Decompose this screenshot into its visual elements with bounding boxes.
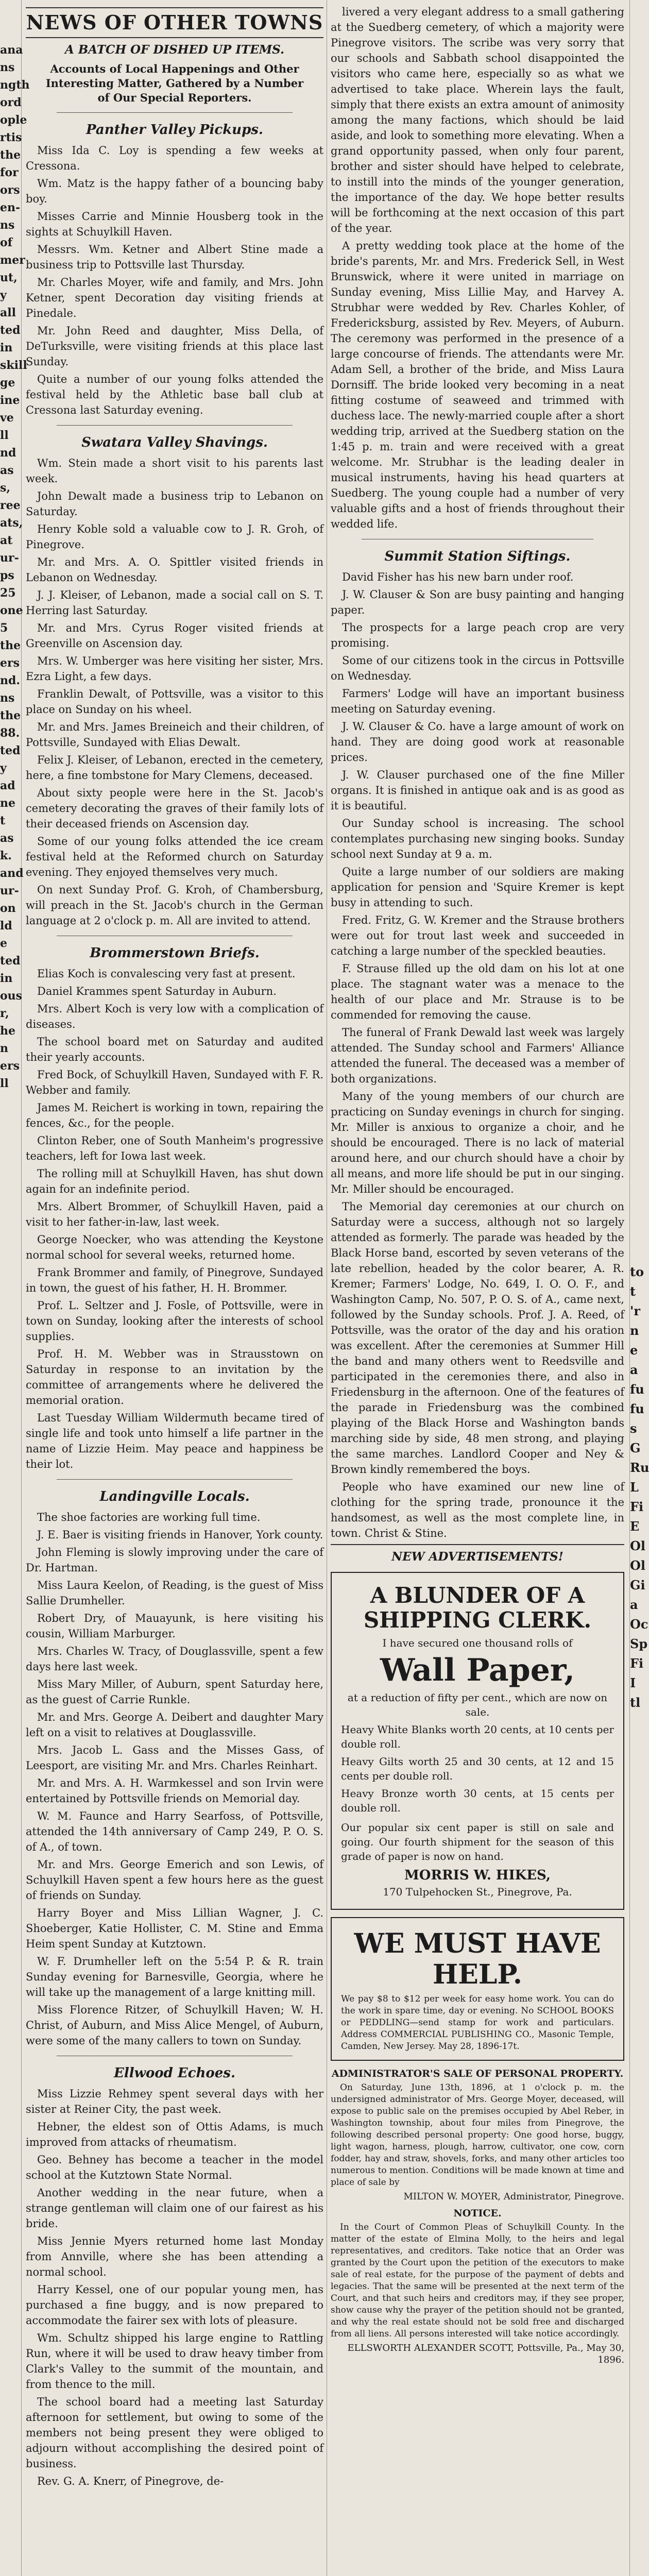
news-item: Robert Dry, of Mauayunk, is here visiting his cousin, William Marburger. [26, 1612, 323, 1640]
clipped-text-fragment: ad [0, 779, 15, 792]
news-item: Mr. and Mrs. Cyrus Roger visited friends at Greenville on Ascension day. [26, 622, 323, 650]
clipped-text-fragment: ree [0, 499, 21, 512]
clipped-text-fragment: ted [0, 744, 21, 757]
right-column [331, 4, 624, 2367]
clipped-text-fragment: a [630, 1597, 638, 1612]
news-item: Mr. and Mrs. George A. Deibert and daughter Mary left on a visit to relatives at Douglassville. [26, 1711, 323, 1739]
clipped-text-fragment: tl [630, 1695, 641, 1710]
news-item: Frank Brommer and family, of Pinegrove, Sundayed in town, the guest of his father, H. H. Brommer. [26, 1266, 323, 1294]
clipped-text-fragment: mer [0, 253, 25, 267]
news-item: Elias Koch is convalescing very fast at present. [37, 968, 296, 980]
section-body [331, 569, 624, 1541]
news-item: Miss Ida C. Loy is spending a few weeks at Cressona. [26, 144, 323, 172]
clipped-text-fragment: Ol [630, 1538, 646, 1553]
news-item: James M. Reichert is working in town, repairing the fences, &c., for the people. [26, 1101, 323, 1129]
news-item: George Noecker, who was attending the Keystone normal school for several weeks, returned home. [26, 1233, 323, 1261]
news-item: Many of the young members of our church are practicing on Sunday evenings in church for singing. Mr. Miller is anxious to organize a choir, and he should be encouraged. There is no lack of material around here, and our church should have a choir by all means, and more life should be put in our singing. Mr. Miller should be encouraged. [331, 1090, 624, 1195]
news-item: Misses Carrie and Minnie Housberg took in the sights at Schuylkill Haven. [26, 210, 323, 238]
news-item: F. Strause filled up the old dam on his lot at one place. The stagnant water was a menace to the health of our place and Mr. Strause is to be commended for removing the cause. [331, 962, 624, 1021]
news-item: J. W. Clauser purchased one of the fine Miller organs. It is finished in antique oak and is as good as it is beautiful. [331, 769, 624, 812]
clipped-text-fragment: ns [0, 218, 15, 232]
clipped-text-fragment: of [0, 236, 13, 249]
left-clipped-column [0, 0, 30, 2576]
clipped-text-fragment: Fi [630, 1656, 644, 1671]
clipped-text-fragment: Oc [630, 1617, 648, 1632]
sections-container [26, 122, 323, 2489]
news-item: Hebner, the eldest son of Ottis Adams, is much improved from attacks of rheumatism. [26, 2121, 323, 2148]
news-item: The funeral of Frank Dewald last week was largely attended. The Sunday school and Farmers' Alliance attended the funeral. The deceased was a member of both organizations. [331, 1026, 624, 1085]
clipped-text-fragment: ats, [0, 516, 23, 530]
news-item: J. J. Kleiser, of Lebanon, made a social call on S. T. Herring last Saturday. [26, 589, 323, 617]
clipped-text-fragment: Ol [630, 1558, 646, 1573]
ad-offer: at a reduction of fifty per cent., which are now on sale. [347, 1691, 608, 1718]
section-rule [57, 1479, 293, 1480]
ads-rule [331, 1544, 624, 1545]
clipped-text-fragment: ns [0, 61, 15, 74]
news-item: The Memorial day ceremonies at our church on Saturday were a success, although not so largely attended as formerly. The parade was headed by the Black Horse band, escorted by seven veterans of the late rebellion, headed by the color bearer, A. R. Kremer; Farmers' Lodge, No. 649, I. O. O. F., and Washington Camp, No. 507, P. O. S. of A., came next, followed by the Sunday schools. Prof. J. A. Reed, of Pottsville, was the orator of the day and his oration was excellent. After the ceremonies at Summer Hill the band and many others went to Reedsville and participated in the ceremonies there, and also in Friedensburg in the afternoon. One of the features of the parade in Friedensburg was the combined playing of the Black Horse and Washington bands marching side by side, 48 men strong, and playing the same marches. Landlord Cooper and Ney & Brown kindly remembered the boys. [331, 1200, 624, 1476]
news-item: W. M. Faunce and Harry Searfoss, of Pottsville, attended the 14th anniversary of Camp 249, P. O. S. of A., of town. [26, 1810, 323, 1853]
news-item: Miss Jennie Myers returned home last Monday from Annville, where she has been attending a normal school. [26, 2235, 323, 2278]
ad-closing: Our popular six cent paper is still on sale and going. Our fourth shipment for the season of this grade of paper is now on hand. [341, 1821, 614, 1862]
clipped-text-fragment: e [0, 937, 7, 950]
clipped-text-fragment: t [0, 814, 6, 827]
news-item: Fred. Fritz, G. W. Kremer and the Strause brothers were out for trout last week and succeeded in catching a large number of the speckled beauties. [331, 914, 624, 957]
clipped-text-fragment: ur- [0, 551, 19, 565]
news-item: Some of our young folks attended the ice cream festival held at the Reformed church on Saturday evening. They enjoyed themselves very much. [26, 835, 323, 878]
clipped-text-fragment: a [630, 1362, 638, 1377]
clipped-text-fragment: ve [0, 411, 14, 425]
clipped-text-fragment: ana [0, 43, 23, 57]
right-clipped-column [629, 0, 647, 2576]
section-title: Summit Station Siftings. [384, 549, 571, 564]
news-item: About sixty people were here in the St. Jacob's cemetery decorating the graves of their family lots of their deceased friends on Ascension day. [26, 787, 323, 830]
news-item: Mrs. Albert Brommer, of Schuylkill Haven, paid a visit to her father-in-law, last week. [26, 1200, 323, 1228]
clipped-text-fragment: e [630, 1343, 638, 1358]
section-title: Swatara Valley Shavings. [81, 435, 268, 450]
news-item: Mr. and Mrs. George Emerich and son Lewis, of Schuylkill Haven spent a few hours here as the guest of friends on Sunday. [26, 1858, 323, 1902]
clipped-text-fragment: 25 [0, 586, 16, 600]
news-item: J. E. Baer is visiting friends in Hanover, York county. [37, 1529, 323, 1541]
clipped-text-fragment: ers [0, 656, 20, 670]
clipped-text-fragment: t [630, 1284, 636, 1299]
notice-signature: MILTON W. MOYER, Administrator, Pinegrove. [403, 2191, 624, 2202]
news-item: Wm. Schultz shipped his large engine to Rattling Run, where it will be used to draw heavy timber from Clark's Valley to the summit of the mountain, and from thence to the mill. [26, 2332, 323, 2391]
ad-headline: WE MUST HAVE HELP. [354, 1928, 601, 1990]
news-item: Farmers' Lodge will have an important business meeting on Saturday evening. [331, 687, 624, 715]
ad-headline: A BLUNDER OF A SHIPPING CLERK. [363, 1583, 592, 1633]
news-item: Fred Bock, of Schuylkill Haven, Sundayed with F. R. Webber and family. [26, 1069, 323, 1096]
notice-signature: ELLSWORTH ALEXANDER SCOTT, Pottsville, Pa., May 30, 1896. [347, 2343, 624, 2365]
news-item: John Dewalt made a business trip to Lebanon on Saturday. [26, 490, 323, 518]
clipped-text-fragment: Gi [630, 1578, 645, 1592]
clipped-text-fragment: n [630, 1323, 639, 1338]
clipped-text-fragment: en- [0, 201, 21, 214]
notice-title: NOTICE. [453, 2208, 502, 2219]
clipped-text-fragment: Ru [630, 1460, 649, 1475]
news-item: A pretty wedding took place at the home of the bride's parents, Mr. and Mrs. Frederick Sell, in West Brunswick, where it were united in marriage on Sunday evening, Miss Lillie May, and Harvey A. Strubhar were wedded by Rev. Charles Kohler, of Fredericksburg, assisted by Rev. Meyers, of Auburn. The ceremony was performed in the presence of a large concourse of friends. The attendants were Mr. Adam Sell, a brother of the bride, and Miss Laura Dornsiff. The bride looked very becoming in a neat fitting costume of seaweed and trimmed with duchess lace. The newly-married couple after a short wedding trip, arrived at the Suedberg station on the 1:45 p. m. train and were received with a great welcome. Mr. Strubhar is the leading dealer in musical instruments, having his head quarters at Suedberg. The young couple had a number of very valuable gifts and a host of friends throughout their wedded life. [331, 240, 624, 530]
clipped-text-fragment: nd [0, 446, 16, 460]
news-item: Mr. John Reed and daughter, Miss Della, of DeTurksville, were visiting friends at this place last Sunday. [26, 325, 323, 368]
news-item: Our Sunday school is increasing. The school contemplates purchasing new singing books. Sunday school next Sunday at 9 a. m. [331, 817, 624, 860]
news-item: Mrs. Charles W. Tracy, of Douglassville, spent a few days here last week. [26, 1645, 323, 1673]
news-item: Miss Florence Ritzer, of Schuylkill Haven; W. H. Christ, of Auburn, and Miss Alice Mengel, of Auburn, were some of the many callers to town on Sunday. [26, 2004, 323, 2047]
news-item: The shoe factories are working full time. [37, 1511, 261, 1523]
ads-banner: NEW ADVERTISEMENTS! [391, 1550, 563, 1564]
section-title: Ellwood Echoes. [114, 2065, 235, 2081]
news-item: Felix J. Kleiser, of Lebanon, erected in the cemetery, here, a fine tombstone for Mary Clemens, deceased. [26, 754, 323, 782]
clipped-text-fragment: ut, [0, 271, 18, 284]
ad-price-list [341, 1722, 614, 1815]
news-item: The school board had a meeting last Saturday afternoon for settlement, but owing to some of the members not being present they were obliged to adjourn without accomplishing the desired point of business. [26, 2396, 323, 2470]
notice-title: ADMINISTRATOR'S SALE OF PERSONAL PROPERTY. [331, 2068, 624, 2079]
masthead: NEWS OF OTHER TOWNS [26, 11, 323, 34]
clipped-text-fragment: one [0, 604, 23, 617]
clipped-text-fragment: 'r [630, 1303, 640, 1318]
ad-price-item: Heavy Gilts worth 25 and 30 cents, at 12 and 15 cents per double roll. [341, 1755, 614, 1782]
clipped-text-fragment: ns [0, 691, 15, 705]
help-wanted-ad [331, 1917, 624, 2061]
clipped-text-fragment: ge [0, 376, 15, 389]
section-title: Panther Valley Pickups. [86, 122, 263, 138]
wallpaper-ad [331, 1572, 624, 1910]
clipped-text-fragment: ur- [0, 884, 19, 897]
news-item: Henry Koble sold a valuable cow to J. R. Groh, of Pinegrove. [26, 523, 323, 551]
news-item: Rev. G. A. Knerr, of Pinegrove, de- [37, 2475, 224, 2487]
news-item: The school board met on Saturday and audited their yearly accounts. [26, 1036, 323, 1063]
clipped-text-fragment: ll [0, 1077, 9, 1090]
news-column [26, 4, 323, 2491]
clipped-text-fragment: ted [0, 954, 21, 968]
notice-body: In the Court of Common Pleas of Schuylkill County. In the matter of the estate of Elmina Molly, to the heirs and legal representatives, and creditors. Take notice that an Order was granted by the Court upon the petition of the executors to make sale of real estate, for the purpose of the payment of debts and legacies. That the same will be presented at the next term of the Court, and that such heirs and creditors may, if they see proper, show cause why the prayer of the petition should not be granted, and why the real estate should not be sold free and discharged from all liens. All persons interested will take notice accordingly. [331, 2222, 624, 2339]
ad-intro: I have secured one thousand rolls of [382, 1637, 573, 1649]
clipped-text-fragment: ors [0, 183, 20, 197]
clipped-text-fragment: Sp [630, 1636, 648, 1651]
news-item: Mr. and Mrs. A. H. Warmkessel and son Irvin were entertained by Pottsville friends on Memorial day. [26, 1777, 323, 1805]
clipped-text-fragment: Fi [630, 1499, 644, 1514]
deck: Accounts of Local Happenings and Other Interesting Matter, Gathered by a Number of Our Special Reporters. [45, 62, 304, 104]
clipped-text-fragment: s, [0, 481, 11, 495]
clipped-text-fragment: ne [0, 796, 15, 810]
news-item: Messrs. Wm. Ketner and Albert Stine made a business trip to Pottsville last Thursday. [26, 243, 323, 271]
news-item: Another wedding in the near future, when a strange gentleman will claim one of our fairest as his bride. [26, 2187, 323, 2230]
section-rule [57, 112, 293, 113]
clipped-text-fragment: y [0, 761, 7, 775]
clipped-text-fragment: ps [0, 569, 14, 582]
continued-article [331, 4, 624, 532]
clipped-text-fragment: ld [0, 919, 12, 933]
clipped-text-fragment: as [0, 464, 14, 477]
legal-notice [331, 2068, 624, 2202]
subhead: A BATCH OF DISHED UP ITEMS. [65, 43, 284, 57]
clipped-text-fragment: ers [0, 1059, 20, 1073]
news-item: Last Tuesday William Wildermuth became tired of single life and took unto himself a life partner in the name of Lizzie Heim. May peace and happiness be their lot. [26, 1412, 323, 1470]
news-item: Daniel Krammes spent Saturday in Auburn. [37, 985, 277, 997]
clipped-text-fragment: G [630, 1440, 641, 1455]
ad-price-item: Heavy Bronze worth 30 cents, at 15 cents per double roll. [341, 1787, 614, 1814]
news-item: Geo. Behney has become a teacher in the model school at the Kutztown State Normal. [26, 2154, 323, 2181]
news-item: Prof. L. Seltzer and J. Fosle, of Pottsville, were in town on Sunday, looking after the interests of school supplies. [26, 1299, 323, 1343]
news-item: Mr. and Mrs. A. O. Spittler visited friends in Lebanon on Wednesday. [26, 556, 323, 584]
clipped-text-fragment: skill [0, 359, 27, 372]
news-item: Mrs. W. Umberger was here visiting her sister, Mrs. Ezra Light, a few days. [26, 655, 323, 683]
clipped-text-fragment: to [630, 1264, 644, 1279]
news-item: The prospects for a large peach crop are very promising. [331, 621, 624, 649]
clipped-text-fragment: he [0, 1024, 15, 1038]
clipped-text-fragment: ngth [0, 78, 30, 92]
clipped-text-fragment: in [0, 972, 13, 985]
clipped-text-fragment: E [630, 1519, 640, 1534]
section-title: Landingville Locals. [99, 1489, 250, 1504]
news-item: Miss Laura Keelon, of Reading, is the guest of Miss Sallie Drumheller. [26, 1579, 323, 1607]
news-item: Mr. Charles Moyer, wife and family, and Mrs. John Ketner, spent Decoration day visiting friends at Pinedale. [26, 276, 323, 319]
clipped-text-fragment: rtis [0, 131, 22, 144]
clipped-text-fragment: the [0, 148, 21, 162]
notice-body: On Saturday, June 13th, 1896, at 1 o'clock p. m. the undersigned administrator of Mrs. George Moyer, deceased, will expose to public sale on the premises occupied by Abel Reber, in Washington township, about four miles from Pinegrove, the following described personal property: One good horse, buggy, light wagon, harness, plough, harrow, cultivator, one cow, corn fodder, hay and straw, shovels, forks, and many other articles too numerous to mention. Conditions will be made known at time and place of sale by [331, 2082, 624, 2188]
news-item: Mrs. Jacob L. Gass and the Misses Gass, of Leesport, are visiting Mr. and Mrs. Charles Reinhart. [26, 1744, 323, 1772]
clipped-text-fragment: the [0, 639, 21, 652]
clipped-text-fragment: ord [0, 96, 22, 109]
legal-notice [331, 2208, 624, 2366]
news-item: People who have examined our new line of clothing for the spring trade, pronounce it the handsomest, as well as the most complete line, in town. Christ & Stine. [331, 1481, 624, 1539]
clipped-text-fragment: L [630, 1480, 639, 1495]
clipped-text-fragment: ll [0, 429, 9, 442]
news-item: David Fisher has his new barn under roof. [342, 571, 574, 583]
clipped-text-fragment: and [0, 867, 24, 880]
clipped-text-fragment: fu [630, 1382, 644, 1397]
news-item: John Fleming is slowly improving under the care of Dr. Hartman. [26, 1546, 323, 1574]
top-rule [26, 7, 323, 8]
news-item: livered a very elegant address to a small gathering at the Suedberg cemetery, of which a majority were Pinegrove visitors. The scribe was very sorry that our schools and Sabbath school disappointed the visitors who came here, especially so as what we advertised to take place. Wherein lays the fault, simply that there exists an extra amount of animosity among the many factions, which should be laid aside, and look to something more elevating. When a grand opportunity passed, when only four parent, brother and sister should have helped to celebrate, to instill into the minds of the younger generation, the importance of the day. We hope better results will be forthcoming at the next occasion of this part of the year. [331, 6, 624, 234]
news-item: W. F. Drumheller left on the 5:54 P. & R. train Sunday evening for Barnesville, Georgia, where he will take up the management of a large knitting mill. [26, 1955, 323, 1998]
news-item: Mrs. Albert Koch is very low with a complication of diseases. [26, 1003, 323, 1030]
news-item: Harry Boyer and Miss Lillian Wagner, J. C. Shoeberger, Katie Hollister, C. M. Stine and Emma Heim spent Sunday at Kutztown. [26, 1907, 323, 1950]
clipped-text-fragment: ople [0, 113, 27, 127]
news-item: The rolling mill at Schuylkill Haven, has shut down again for an indefinite period. [26, 1167, 323, 1195]
clipped-text-fragment: r, [0, 1007, 9, 1020]
ad-merchant: MORRIS W. HIKES, [404, 1868, 551, 1883]
news-item: Miss Lizzie Rehmey spent several days with her sister at Reiner City, the past week. [26, 2088, 323, 2115]
news-item: Quite a number of our young folks attended the festival held by the Athletic base ball club at Cressona last Saturday evening. [26, 373, 323, 416]
news-item: Miss Mary Miller, of Auburn, spent Saturday here, as the guest of Carrie Runkle. [26, 1678, 323, 1706]
clipped-text-fragment: 5 [0, 621, 8, 635]
news-item: Mr. and Mrs. James Breineich and their children, of Pottsville, Sundayed with Elias Dewalt. [26, 721, 323, 749]
clipped-text-fragment: s [630, 1421, 637, 1436]
clipped-text-fragment: ous [0, 989, 23, 1003]
clipped-text-fragment: I [630, 1675, 636, 1690]
clipped-text-fragment: ted [0, 324, 21, 337]
clipped-text-fragment: as [0, 832, 14, 845]
clipped-text-fragment: in [0, 341, 13, 354]
news-item: On next Sunday Prof. G. Kroh, of Chambersburg, will preach in the St. Jacob's church in the German language at 2 o'clock p. m. All are invited to attend. [26, 884, 323, 927]
clipped-text-fragment: on [0, 902, 16, 915]
clipped-text-fragment: all [0, 306, 16, 319]
ad-price-item: Heavy White Blanks worth 20 cents, at 10 cents per double roll. [341, 1723, 614, 1750]
news-item: Harry Kessel, one of our popular young men, has purchased a fine buggy, and is now prepared to accommodate the fairer sex with lots of pleasure. [26, 2283, 323, 2327]
clipped-text-fragment: n [0, 1042, 8, 1055]
masthead-rule [26, 37, 323, 38]
news-item: Wm. Stein made a short visit to his parents last week. [26, 457, 323, 485]
news-item: Wm. Matz is the happy father of a bouncing baby boy. [26, 177, 323, 205]
news-item: Prof. H. M. Webber was in Strausstown on Saturday in response to an invitation by the committee of arrangements where he delivered the memorial oration. [26, 1348, 323, 1406]
legal-notices [331, 2068, 624, 2366]
clipped-text-fragment: for [0, 166, 19, 179]
clipped-text-fragment: the [0, 709, 21, 722]
news-item: Clinton Reber, one of South Manheim's progressive teachers, left for Iowa last week. [26, 1134, 323, 1162]
news-item: J. W. Clauser & Co. have a large amount of work on hand. They are doing good work at reasonable prices. [331, 720, 624, 764]
clipped-text-fragment: fu [630, 1401, 644, 1416]
news-item: Quite a large number of our soldiers are making application for pension and 'Squire Kremer is kept busy in attending to such. [331, 866, 624, 909]
section-rule [57, 425, 293, 426]
section-title: Brommerstown Briefs. [90, 945, 260, 961]
news-item: J. W. Clauser & Son are busy painting and hanging paper. [331, 588, 624, 616]
ad-product: Wall Paper, [380, 1652, 575, 1688]
clipped-text-fragment: ine [0, 394, 20, 407]
news-item: Some of our citizens took in the circus in Pottsville on Wednesday. [331, 654, 624, 682]
clipped-text-fragment: y [0, 289, 7, 302]
clipped-text-fragment: at [0, 534, 13, 547]
ad-address: 170 Tulpehocken St., Pinegrove, Pa. [383, 1886, 572, 1898]
clipped-text-fragment: k. [0, 849, 12, 862]
ad-body: We pay $8 to $12 per week for easy home work. You can do the work in spare time, day or evening. No SCHOOL BOOKS or PEDDLING—send stamp for work and particulars. Address COMMERCIAL PUBLISHING CO., Masonic Temple, Camden, New Jersey. May 28, 1896-17t. [341, 1994, 614, 2052]
news-item: Franklin Dewalt, of Pottsville, was a visitor to this place on Sunday on his wheel. [26, 688, 323, 716]
clipped-text-fragment: nd. [0, 674, 21, 687]
clipped-text-fragment: 88. [0, 726, 20, 740]
